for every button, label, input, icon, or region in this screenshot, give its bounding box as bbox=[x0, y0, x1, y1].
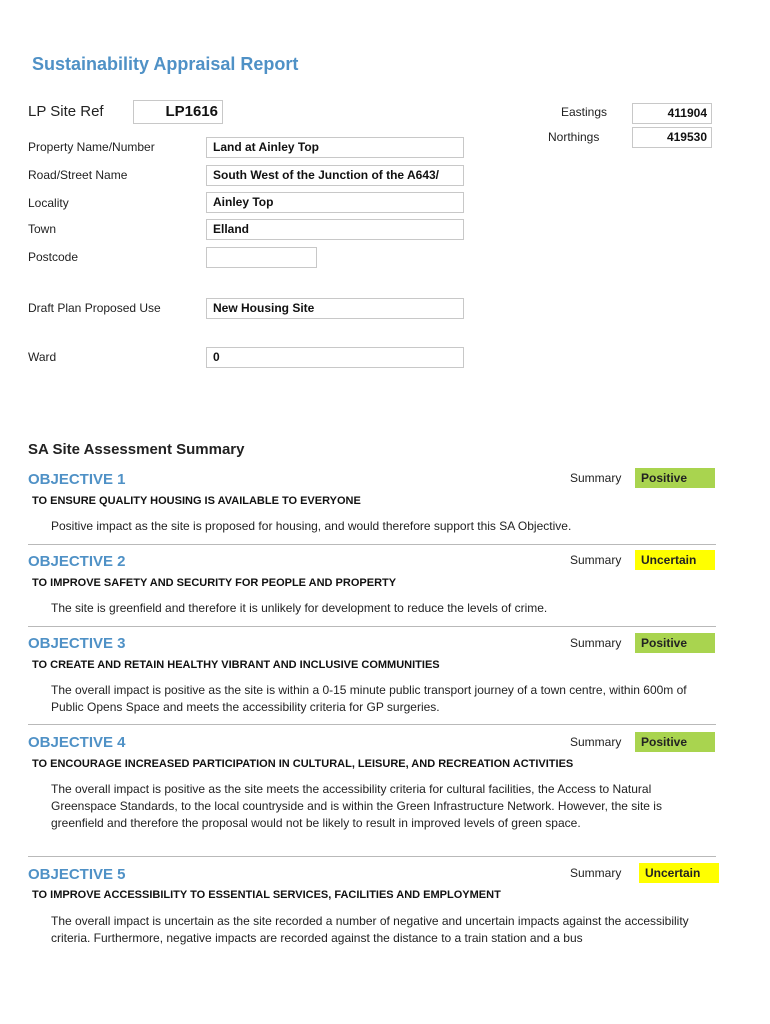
property-name-label: Property Name/Number bbox=[28, 140, 155, 154]
divider bbox=[28, 626, 716, 627]
proposed-use-label: Draft Plan Proposed Use bbox=[28, 301, 161, 315]
road-street-field: South West of the Junction of the A643/ bbox=[206, 165, 464, 186]
objective-text: The overall impact is positive as the site is within a 0-15 minute public transport journey of a town centre, within 600m of Public Opens Space and meets the accessibility criteria for GP surgeries. bbox=[51, 683, 687, 714]
summary-label: Summary bbox=[570, 636, 622, 650]
summary-label: Summary bbox=[570, 471, 622, 485]
site-ref-field: LP1616 bbox=[133, 100, 223, 124]
northings-field: 419530 bbox=[632, 127, 712, 148]
objective-text: Positive impact as the site is proposed for housing, and would therefore support this SA Objective. bbox=[51, 519, 572, 533]
objective-title: OBJECTIVE 1 bbox=[28, 471, 126, 488]
divider bbox=[28, 544, 716, 545]
objective-subtitle: TO ENCOURAGE INCREASED PARTICIPATION IN CULTURAL, LEISURE, AND RECREATION ACTIVITIES bbox=[32, 758, 574, 770]
divider bbox=[28, 724, 716, 725]
road-street-label: Road/Street Name bbox=[28, 168, 128, 182]
summary-section-title: SA Site Assessment Summary bbox=[28, 441, 245, 458]
objective-subtitle: TO CREATE AND RETAIN HEALTHY VIBRANT AND INCLUSIVE COMMUNITIES bbox=[32, 659, 440, 671]
ward-field: 0 bbox=[206, 347, 464, 368]
objective-text: The overall impact is uncertain as the site recorded a number of negative and uncertain impacts against the accessibility criteria. Furthermore, negative impacts are recorded against the distance to a train station and a bus bbox=[51, 914, 689, 945]
property-name-field: Land at Ainley Top bbox=[206, 137, 464, 158]
summary-label: Summary bbox=[570, 735, 622, 749]
summary-badge: Uncertain bbox=[635, 550, 715, 570]
objective-text: The site is greenfield and therefore it is unlikely for development to reduce the levels of crime. bbox=[51, 601, 548, 615]
summary-badge: Uncertain bbox=[639, 863, 719, 883]
town-field: Elland bbox=[206, 219, 464, 240]
summary-badge: Positive bbox=[635, 633, 715, 653]
objective-subtitle: TO IMPROVE ACCESSIBILITY TO ESSENTIAL SERVICES, FACILITIES AND EMPLOYMENT bbox=[32, 889, 501, 901]
objective-subtitle: TO ENSURE QUALITY HOUSING IS AVAILABLE TO EVERYONE bbox=[32, 495, 361, 507]
objective-title: OBJECTIVE 2 bbox=[28, 553, 126, 570]
objective-title: OBJECTIVE 3 bbox=[28, 635, 126, 652]
eastings-field: 411904 bbox=[632, 103, 712, 124]
summary-badge: Positive bbox=[635, 468, 715, 488]
objective-title: OBJECTIVE 5 bbox=[28, 866, 126, 883]
objective-subtitle: TO IMPROVE SAFETY AND SECURITY FOR PEOPLE AND PROPERTY bbox=[32, 577, 397, 589]
ward-label: Ward bbox=[28, 350, 57, 364]
summary-label: Summary bbox=[570, 866, 622, 880]
divider bbox=[28, 856, 716, 857]
locality-field: Ainley Top bbox=[206, 192, 464, 213]
objective-title: OBJECTIVE 4 bbox=[28, 734, 126, 751]
summary-badge: Positive bbox=[635, 732, 715, 752]
report-title: Sustainability Appraisal Report bbox=[32, 54, 299, 74]
objective-text: The overall impact is positive as the site meets the accessibility criteria for cultural facilities, the Access to Natural Greenspace Standards, to the local countryside and is within the Green Infrastructure Network. However, the site is greenfield and therefore the proposal would not be likely to result in improved levels of green space. bbox=[51, 782, 662, 830]
eastings-label: Eastings bbox=[561, 105, 608, 119]
postcode-label: Postcode bbox=[28, 250, 79, 264]
summary-label: Summary bbox=[570, 553, 622, 567]
locality-label: Locality bbox=[28, 196, 69, 210]
northings-label: Northings bbox=[548, 130, 600, 144]
proposed-use-field: New Housing Site bbox=[206, 298, 464, 319]
postcode-field bbox=[206, 247, 317, 268]
town-label: Town bbox=[28, 222, 57, 236]
site-ref-label: LP Site Ref bbox=[28, 103, 104, 120]
